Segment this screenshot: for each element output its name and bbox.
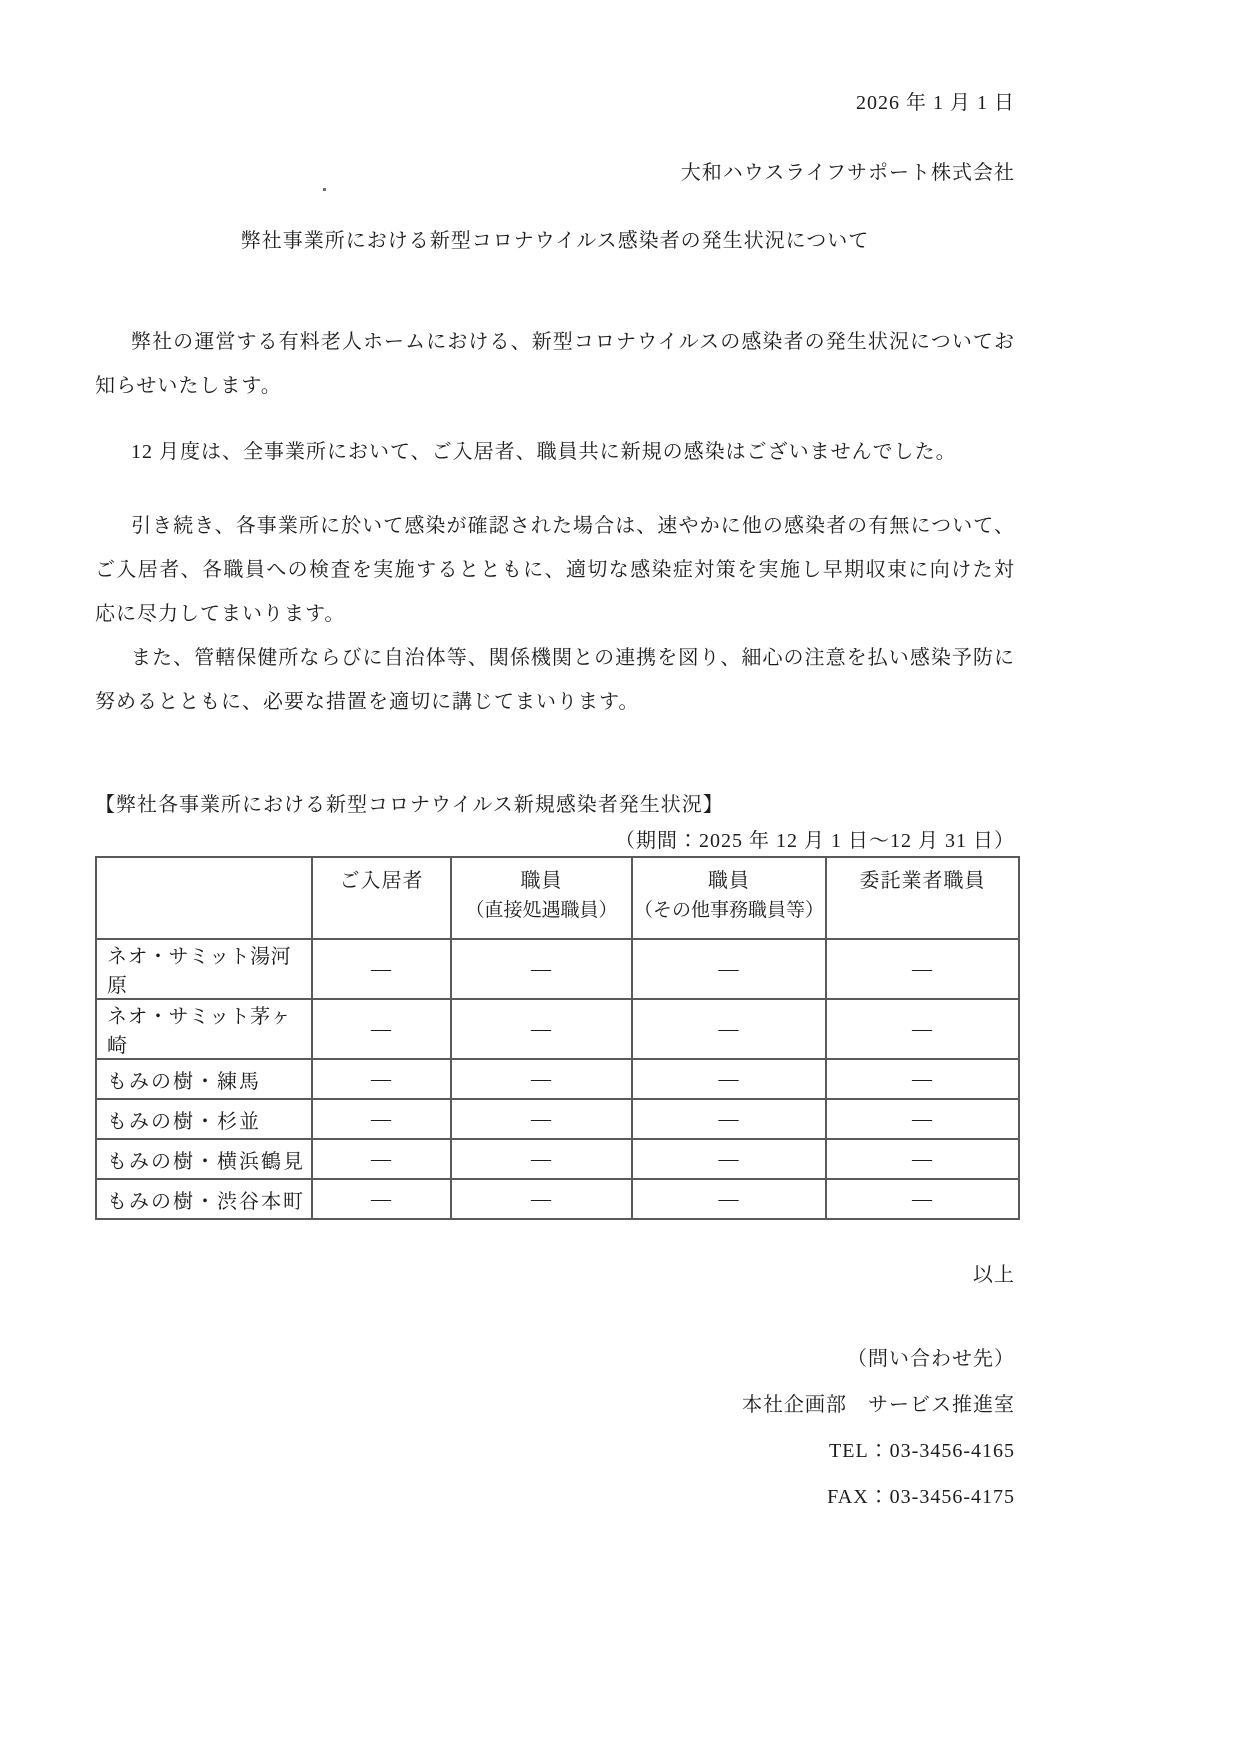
staff-direct-header-sub: （直接処遇職員）	[465, 900, 618, 921]
value-cell: ―	[451, 999, 632, 1059]
contact-heading: （問い合わせ先）	[847, 1348, 1015, 1370]
value-cell: ―	[632, 1099, 826, 1139]
staff-other-header-label: 職員	[708, 870, 750, 892]
value-cell: ―	[312, 1099, 451, 1139]
facility-name-cell: ネオ・サミット茅ヶ崎	[96, 999, 312, 1059]
value-cell: ―	[826, 999, 1019, 1059]
residents-header-label: ご入居者	[339, 870, 424, 892]
value-cell: ―	[312, 939, 451, 999]
facility-name-cell: もみの樹・杉並	[96, 1099, 312, 1139]
facility-name-cell: ネオ・サミット湯河原	[96, 939, 312, 999]
value-cell: ―	[632, 1139, 826, 1179]
value-cell: ―	[451, 1139, 632, 1179]
col-residents-header	[312, 857, 451, 939]
table-row	[96, 1179, 1019, 1219]
value-cell: ―	[312, 1139, 451, 1179]
col-contractors-header	[826, 857, 1019, 939]
contact-fax: FAX：03-3456-4175	[827, 1486, 1015, 1508]
date-line: 2026 年 1 月 1 日	[856, 92, 1015, 114]
contact-tel: TEL：03-3456-4165	[829, 1440, 1015, 1462]
value-cell: ―	[826, 1139, 1019, 1179]
value-cell: ―	[632, 939, 826, 999]
value-cell: ―	[451, 939, 632, 999]
table-row	[96, 1099, 1019, 1139]
contact-department: 本社企画部 サービス推進室	[742, 1394, 1015, 1416]
value-cell: ―	[451, 1059, 632, 1099]
col-staff-other-header	[632, 857, 826, 939]
value-cell: ―	[826, 1179, 1019, 1219]
col-staff-direct-header	[451, 857, 632, 939]
value-cell: ―	[312, 999, 451, 1059]
facility-name-cell: もみの樹・横浜鶴見	[96, 1139, 312, 1179]
value-cell: ―	[312, 1179, 451, 1219]
empty-header-cell	[96, 857, 312, 939]
body-paragraph-3: 引き続き、各事業所に於いて感染が確認された場合は、速やかに他の感染者の有無について、ご入居者、各職員への検査を実施するとともに、適切な感染症対策を実施し早期収束に向けた対応に尽力してまいります。	[95, 515, 1015, 625]
table-row	[96, 1059, 1019, 1099]
body-paragraph-2: 12 月度は、全事業所において、ご入居者、職員共に新規の感染はございませんでした。	[131, 441, 957, 463]
value-cell: ―	[826, 1099, 1019, 1139]
facility-name-cell: もみの樹・練馬	[96, 1059, 312, 1099]
table-row	[96, 999, 1019, 1059]
value-cell: ―	[632, 1059, 826, 1099]
table-period: （期間：2025 年 12 月 1 日～12 月 31 日）	[615, 830, 1015, 852]
facility-name-cell: もみの樹・渋谷本町	[96, 1179, 312, 1219]
contractors-header-label: 委託業者職員	[859, 870, 986, 892]
document-content	[95, 0, 1015, 1520]
value-cell: ―	[451, 1179, 632, 1219]
body-paragraph-4: また、管轄保健所ならびに自治体等、関係機関との連携を図り、細心の注意を払い感染予防に努めるとともに、必要な措置を適切に講じてまいります。	[95, 647, 1015, 713]
company-name: 大和ハウスライフサポート株式会社	[680, 162, 1015, 184]
value-cell: ―	[312, 1059, 451, 1099]
staff-other-header-sub: （その他事務職員等）	[633, 900, 824, 921]
contact-block	[95, 1336, 1015, 1520]
value-cell: ―	[451, 1099, 632, 1139]
closing-text: 以上	[973, 1264, 1015, 1286]
table-header-row	[96, 857, 1019, 939]
infection-status-table	[95, 856, 1020, 1220]
staff-direct-header-label: 職員	[520, 870, 563, 892]
table-row	[96, 939, 1019, 999]
value-cell: ―	[826, 1059, 1019, 1099]
table-caption: 【弊社各事業所における新型コロナウイルス新規感染者発生状況】	[95, 794, 724, 816]
document-title: 弊社事業所における新型コロナウイルス感染者の発生状況について	[240, 230, 870, 252]
value-cell: ―	[632, 1179, 826, 1219]
value-cell: ―	[632, 999, 826, 1059]
table-row	[96, 1139, 1019, 1179]
body-paragraph-1: 弊社の運営する有料老人ホームにおける、新型コロナウイルスの感染者の発生状況についてお知らせいたします。	[95, 331, 1015, 397]
value-cell: ―	[826, 939, 1019, 999]
